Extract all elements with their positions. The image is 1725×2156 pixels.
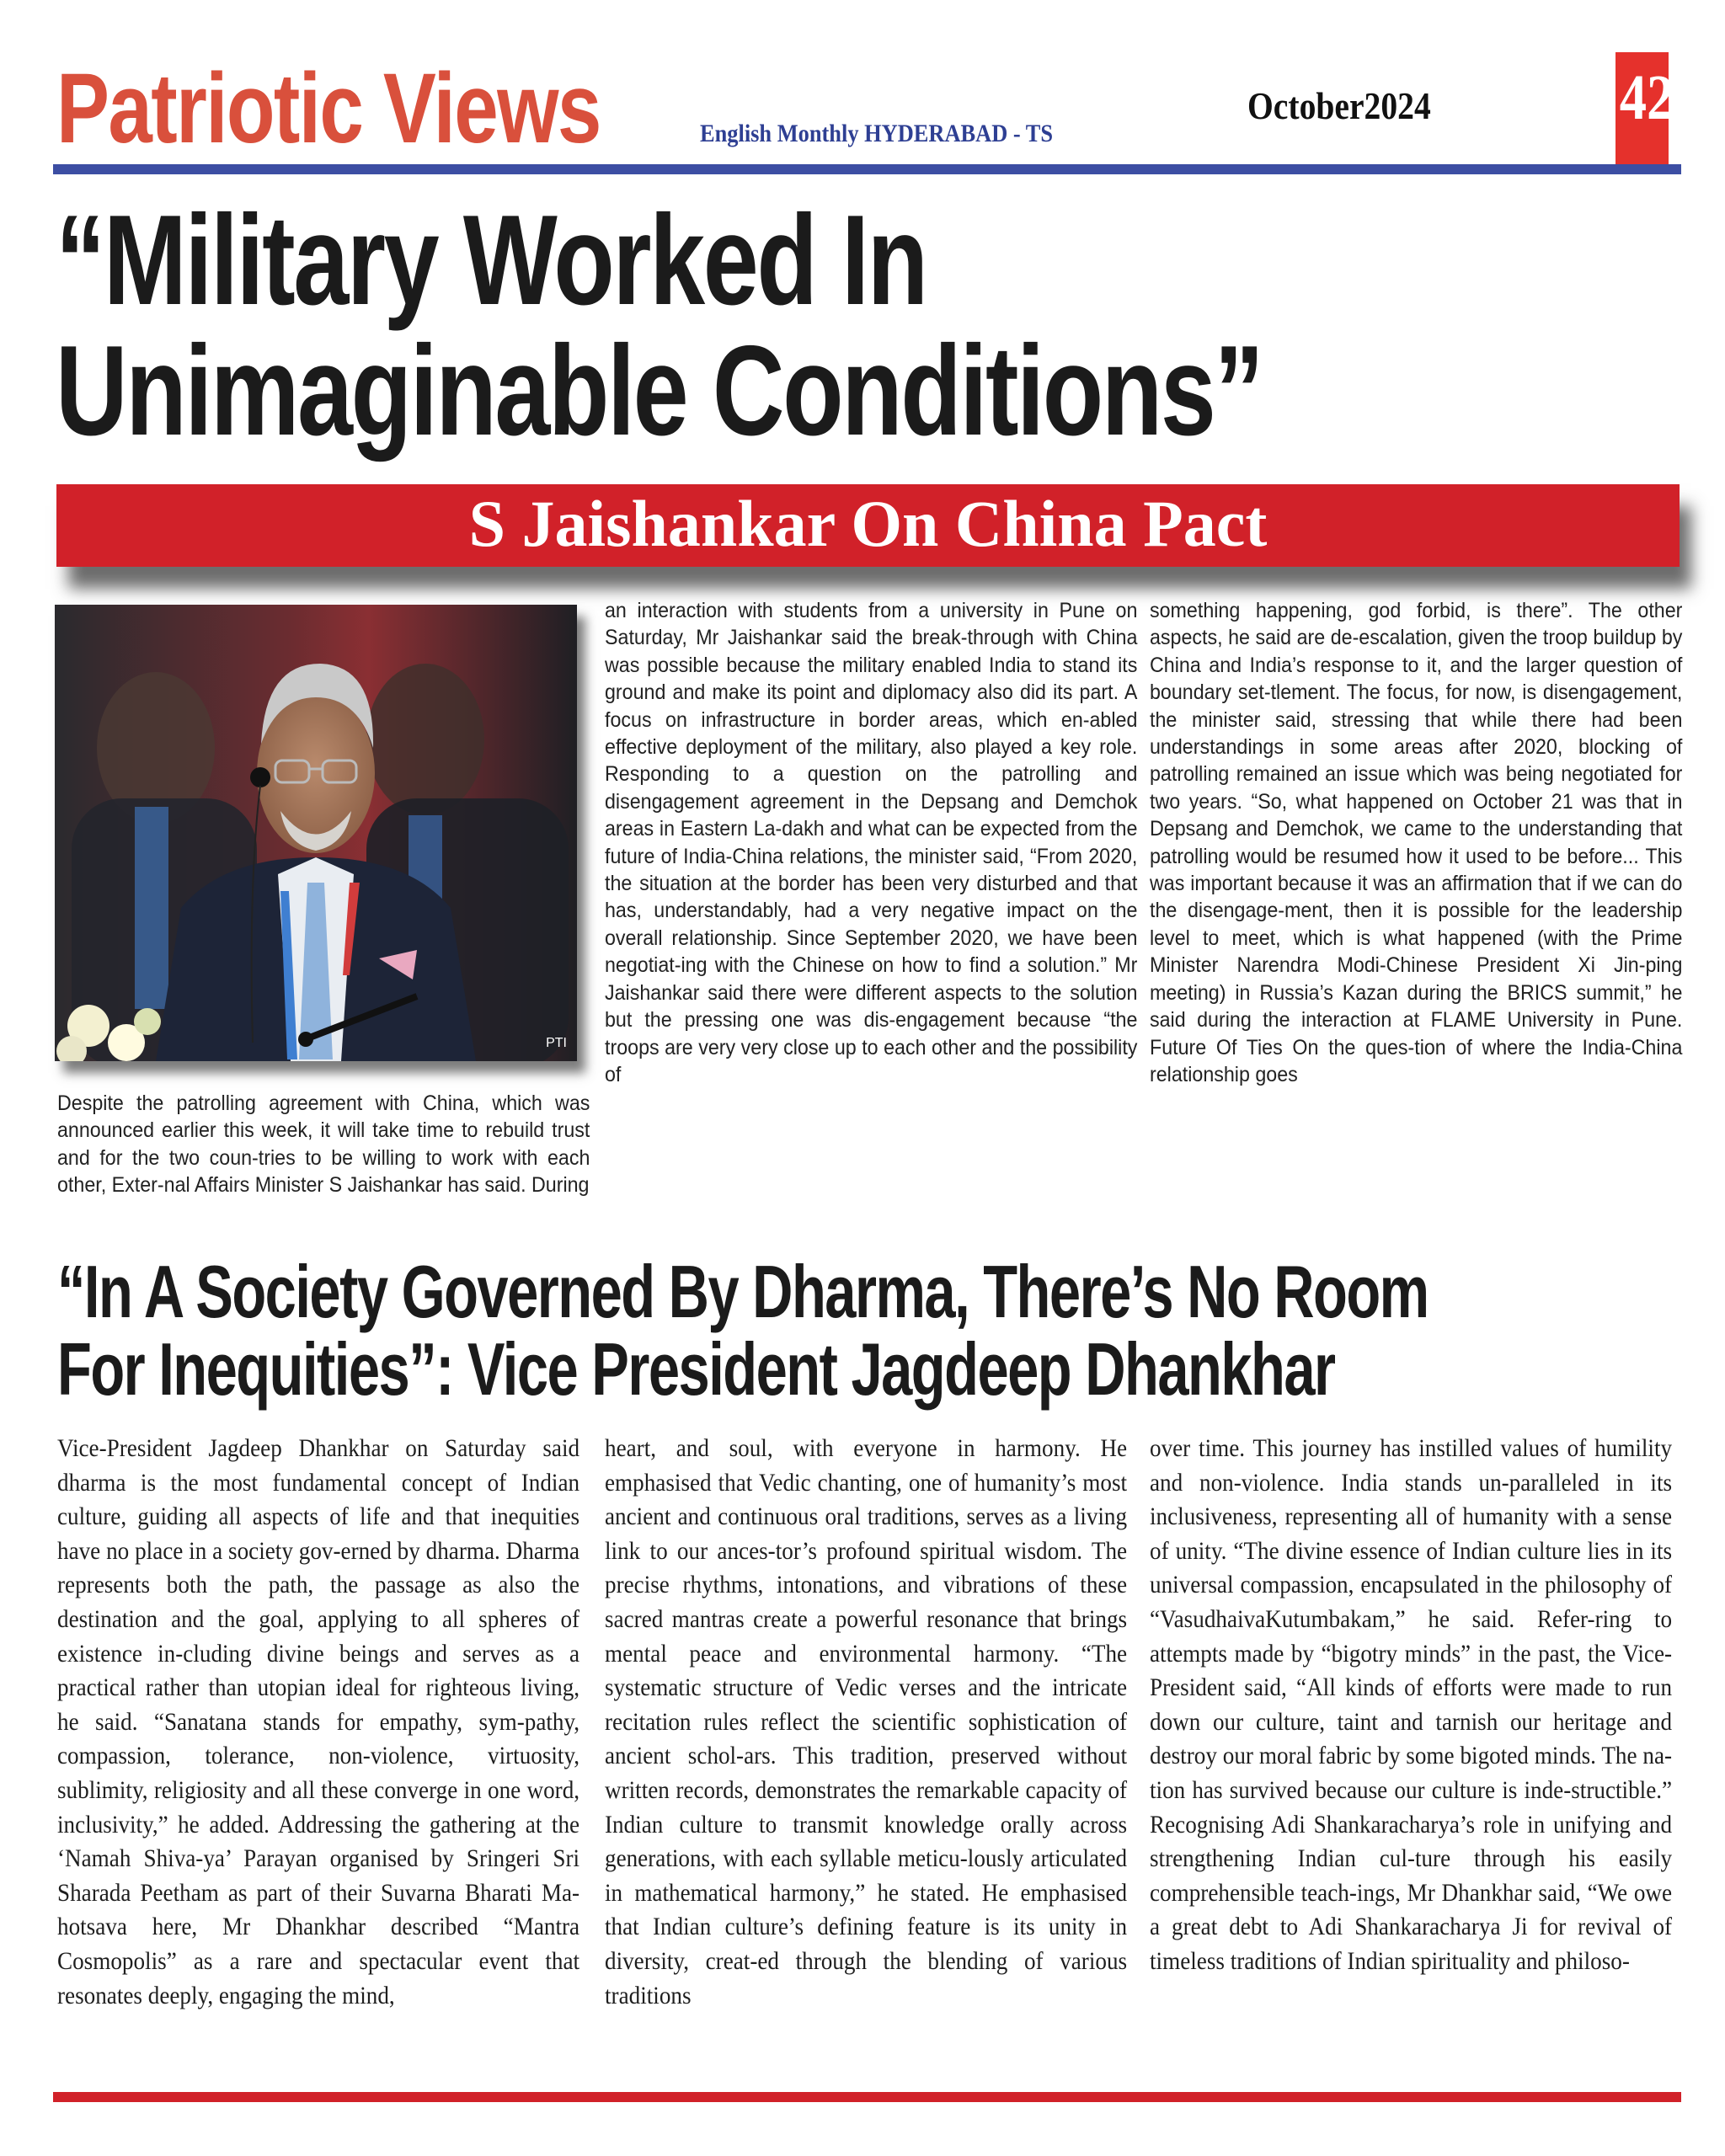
article1-column-1-text: Despite the patrolling agreement with China, which was announced earlier this week, it will take time to rebuild trust and for the two coun-tries to be willing to work with each other, Exter-nal Affairs Minister S Jaishankar has said. During	[57, 1091, 590, 1198]
article1-headline	[56, 189, 1263, 462]
article1-headline-line2: Unimaginable Conditions”	[56, 319, 1263, 462]
article1-column-1	[57, 1090, 590, 1199]
masthead	[53, 52, 1681, 179]
article1-column-2	[605, 597, 1137, 1088]
publication-tagline: English Monthly HYDERABAD - TS	[700, 120, 1054, 147]
article2-column-3-text: over time. This journey has instilled values of humility and non-violence. India stands un-paralleled in its inclusiveness, representing all of humanity with a sense of unity. “The divine essence of Indian culture lies in its universal compassion, encapsulated in the philosophy of “VasudhaivaKutumbakam,” he said. Refer-ring to attempts made by “bigotry minds” in the past, the Vice-President said, “All kinds of efforts were made to run down our culture, taint and tarnish our heritage and destroy our moral fabric by some bigoted minds. The na-tion has survived because our culture is inde-structible.” Recognising Adi Shankaracharya’s role in unifying and strengthening Indian cul-ture through his easily comprehensible teach-ings, Mr Dhankhar said, “We owe a great debt to Adi Shankaracharya Ji for revival of timeless traditions of Indian spirituality and philoso-	[1150, 1435, 1673, 1975]
article1-headline-line1: “Military Worked In	[56, 189, 927, 332]
article2-column-1-text: Vice-President Jagdeep Dhankhar on Saturday said dharma is the most fundamental concept of Indian culture, guiding all aspects of life and that inequities have no place in a society gov-erned by dharma. Dharma represents both the path, the passage as also the destination and the goal, applying to all spheres of existence in-cluding divine beings and serves as a practical rather than utopian ideal for righteous living, he said. “Sanatana stands for empathy, sym-pathy, compassion, tolerance, non-violence, virtuosity, sublimity, religiosity and all these converge in one word, inclusivity,” he added. Addressing the gathering at the ‘Namah Shiva-ya’ Parayan organised by Sringeri Sri Sharada Peetham as part of their Suvarna Bharati Ma-hotsava here, Mr Dhankhar described “Mantra Cosmopolis” as a rare and spectacular event that resonates deeply, engaging the mind,	[57, 1435, 580, 2009]
photo-credit: PTI	[546, 1036, 567, 1050]
publication-title: Patriotic Views	[56, 53, 601, 164]
article2-column-3	[1150, 1432, 1672, 1979]
footer-divider	[53, 2092, 1681, 2102]
article1-subtitle-banner	[56, 484, 1680, 567]
article2-column-2	[605, 1432, 1127, 2013]
article1-column-2-text: an interaction with students from a university in Pune on Saturday, Mr Jaishankar said the break-through with China was possible because the military enabled India to stand its ground and make its point and diplomacy also did its part. A focus on infrastructure in border areas, which en-abled effective deployment of the military, also played a key role. Responding to a question on the patrolling and disengagement agreement in the Depsang and Demchok areas in Eastern La-dakh and what can be expected from the future of India-China relations, the minister said, “From 2020, the situation at the border has been very disturbed and that has, understandably, had a very negative impact on the overall relationship. Since September 2020, we have been negotiat-ing with the Chinese on how to find a solution.” Mr Jaishankar said there were different aspects to the solution but the pressing one was dis-engagement because “the troops are very very close up to each other and the possibility of	[605, 599, 1138, 1086]
article1-column-3-text: something happening, god forbid, is there”. The other aspects, he said are de-escalation, given the troop buildup by China and India’s response to it, and the larger question of boundary set-tlement. The focus, for now, is disengagement, the minister said, stressing that while there had been understandings in some areas after 2020, blocking of patrolling remained an issue which was being negotiated for two years. “So, what happened on October 21 was that in Depsang and Demchok, we came to the understanding that patrolling would be resumed how it used to be before... This was important because it was an affirmation that if we can do the disengage-ment, then it is possible for the leadership level to meet, which is what happened (with the Prime Minister Narendra Modi-Chinese President Xi Jin-ping meeting) in Russia’s Kazan during the BRICS summit,” he said during the interaction at FLAME University in Pune. Future Of Ties On the ques-tion of where the India-China relationship goes	[1150, 599, 1683, 1086]
page-number-badge	[1616, 52, 1674, 170]
page-number: 42	[1619, 62, 1674, 133]
article2-headline-line1: “In A Society Governed By Dharma, There’s No Room	[57, 1250, 1429, 1333]
article2-column-1	[57, 1432, 579, 2013]
article1-subtitle: S Jaishankar On China Pact	[468, 487, 1268, 560]
article2-column-2-text: heart, and soul, with everyone in harmony. He emphasised that Vedic chanting, one of humanity’s most ancient and continuous oral traditions, serves as a living link to our ances-tor’s profound spiritual wisdom. The precise rhythms, intonations, and vibrations of these sacred mantras create a powerful resonance that brings mental peace and environmental harmony. “The systematic structure of Vedic verses and the intricate recitation rules reflect the scientific sophistication of ancient schol-ars. This tradition, preserved without written records, demonstrates the remarkable capacity of Indian culture to transmit knowledge orally across generations, with each syllable meticu-lously articulated in mathematical harmony,” he stated. He emphasised that Indian culture’s defining feature is its unity in diversity, creat-ed through the blending of various traditions	[605, 1435, 1128, 2009]
portrait-photo-illustration	[55, 605, 577, 1061]
article2-headline	[57, 1250, 1429, 1411]
article2-headline-line2: For Inequities”: Vice President Jagdeep Dhankhar	[57, 1327, 1335, 1411]
article1-column-3	[1150, 597, 1682, 1088]
article1-photo	[55, 605, 577, 1061]
issue-date: October2024	[1247, 85, 1431, 127]
masthead-divider	[53, 164, 1681, 174]
